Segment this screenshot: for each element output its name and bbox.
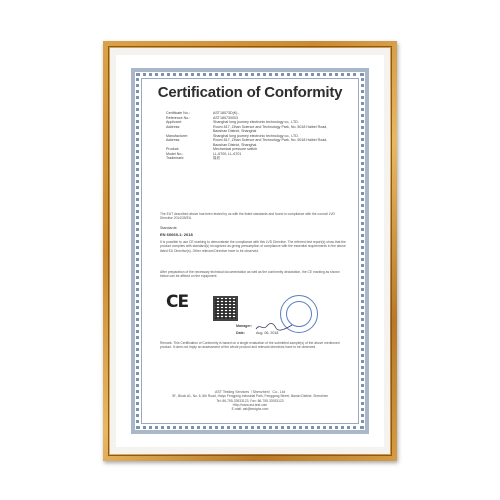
info-label: Address: — [166, 138, 181, 142]
info-value: Shanghai long journey electronic technology co., LTD. — [213, 120, 299, 124]
ce-marking-statement: It is possible to use CE marking to demonstrate the compliance with this LVD Directive. The referred test report(s) show that the product complies with standard(s) recognized as giving presumption of compliance with the essential requirements in the above listed EU Directive(s). Other relevant Directive have to be observed. — [160, 240, 346, 253]
info-value: Shanghai long journey electronic technology co., LTD. — [213, 133, 299, 138]
documentation-statement: After preparation of the necessary technical documentation as well as the conformity declaration, the CE marking as shown below can be affixed on the equipment. — [160, 270, 340, 279]
info-row — [166, 156, 342, 161]
qr-code-icon — [213, 296, 238, 321]
info-value: AST18073D(K)... — [213, 111, 241, 115]
info-row — [166, 125, 342, 134]
certificate-title: Certification of Conformity — [157, 84, 343, 101]
info-label: Trademark: — [166, 156, 185, 160]
info-label: Product: — [166, 147, 180, 151]
issuer-email: E-mail: ast@testghz.com — [231, 407, 269, 412]
standards-label: Standards: — [160, 226, 178, 230]
manager-label: Manager: — [236, 324, 252, 328]
remark-text: Remark: This Certification of Conformity is based on a single evaluation of the submitted sample(s) of the above mentioned product. It does not imply an assessment of the whole product and relevant directives have to be observed. — [160, 341, 340, 350]
ce-mark-icon: CE — [166, 292, 189, 312]
info-row — [166, 138, 342, 147]
info-value: Room 817, Zihan Science and Technology Park, No. 5018 Haibei Road, Baoshan District, Shanghai — [213, 124, 328, 133]
info-label: Address: — [166, 124, 181, 129]
info-value: Room 817, Zihan Science and Technology Park, No. 5018 Haibei Road, Baoshan District, Shanghai — [213, 138, 328, 147]
issuer-address: 3F., Block A1, No. 6, 6th Road, Haiyu Fengping Industrial Park, Fenggang Street, Baoan District, Shenzhen — [171, 394, 329, 399]
manager-row — [236, 324, 256, 328]
info-value: 隆旅 — [213, 156, 221, 160]
info-label: Reference No.: — [166, 115, 191, 120]
info-value: Mechanical pressure switch — [213, 147, 258, 151]
info-label: Applicant: — [166, 120, 182, 124]
issuer-company: AST Testing Services（Shenzhen）Co., Ltd — [215, 390, 285, 394]
date-label: Date: — [236, 331, 245, 335]
issuer-footer — [141, 390, 359, 411]
compliance-statement: The EUT described above has been tested by us with the listed standards and found in compliance with the council LVD Directive 2014/35/EU. — [160, 212, 335, 221]
info-value: AST180730003 — [213, 115, 238, 120]
date-value: Aug. 06, 2018 — [256, 331, 279, 335]
date-row — [236, 331, 278, 335]
issuer-phone: Tel: 86-755-33933123, Fax: 86-755-33933123 — [216, 398, 284, 403]
info-label: Manufacturer: — [166, 133, 189, 138]
info-label: Certificate No.: — [166, 111, 190, 115]
issuer-website: Http://www.ast-test.com — [232, 402, 268, 407]
info-label: Model No.: — [166, 151, 184, 156]
certificate-info-table — [166, 111, 342, 161]
info-value: LL-6700, LL-6701 — [213, 151, 242, 156]
standards-value: EN 60669-1: 2018 — [160, 232, 193, 237]
